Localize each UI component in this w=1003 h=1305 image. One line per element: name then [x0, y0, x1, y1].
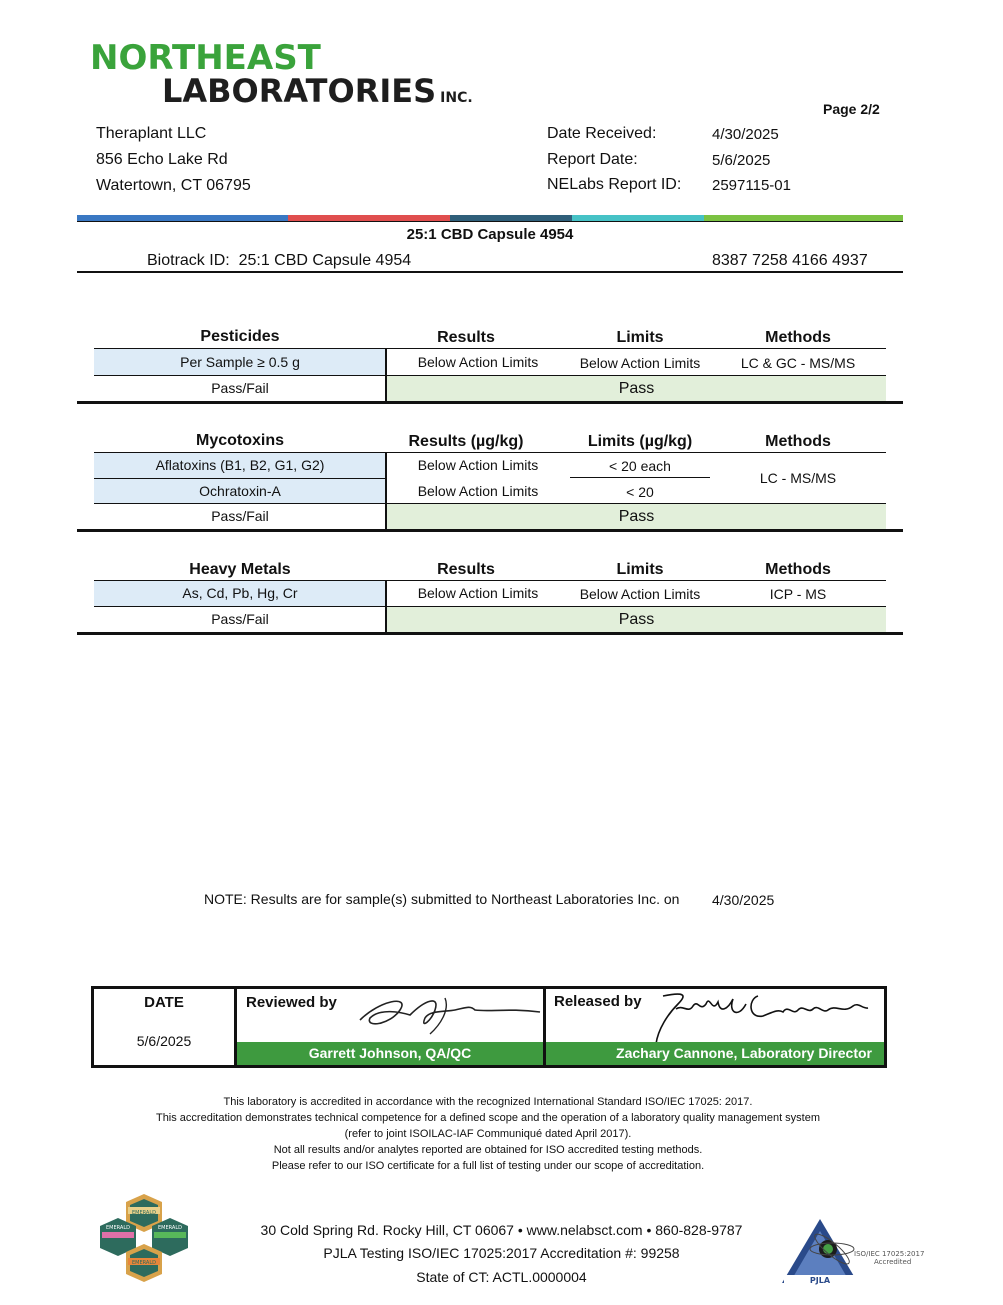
pesticides-passfail: Pass [387, 376, 886, 401]
rule [77, 401, 903, 404]
heavy-metals-passfail-label: Pass/Fail [211, 611, 269, 627]
rule [77, 221, 903, 222]
pesticides-methods-header: Methods [765, 329, 831, 346]
releaser-signature [648, 984, 873, 1050]
note-date: 4/30/2025 [712, 892, 775, 908]
heavy-metals-results-header: Results [437, 561, 495, 578]
heavy-metals-result: Below Action Limits [417, 585, 539, 601]
heavy-metals-passfail: Pass [387, 607, 886, 632]
divider [385, 581, 387, 632]
pesticides-results-header: Results [437, 329, 495, 346]
heavy-metals-methods-header: Methods [765, 561, 831, 578]
report-id-label: NELabs Report ID: [547, 176, 682, 193]
mycotoxins-method: LC - MS/MS [759, 470, 837, 486]
heavy-metals-method: ICP - MS [769, 586, 827, 602]
biotrack-id: 8387 7258 4166 4937 [712, 252, 868, 269]
mycotoxins-passfail: Pass [387, 504, 886, 529]
signoff-date: 5/6/2025 [136, 1033, 192, 1049]
pesticides-passfail-label: Pass/Fail [211, 380, 269, 396]
pjla-label: PJLA [809, 1276, 831, 1285]
note-text: NOTE: Results are for sample(s) submitted to Northeast Laboratories Inc. on [204, 891, 680, 907]
releaser-name: Zachary Cannone, Laboratory Director [546, 1042, 884, 1065]
logo-laboratories [162, 72, 473, 110]
report-date-value: 5/6/2025 [712, 152, 771, 169]
date-received-label: Date Received: [547, 125, 657, 142]
pesticides-limits-header: Limits [616, 329, 664, 346]
report-id-value: 2597115-01 [712, 177, 791, 194]
client-name: Theraplant LLC [96, 125, 207, 142]
divider [385, 453, 387, 529]
date-received-value: 4/30/2025 [712, 126, 779, 143]
mycotoxins-results-header: Results (µg/kg) [408, 433, 524, 450]
logo-inc: INC. [440, 90, 473, 106]
client-street: 856 Echo Lake Rd [96, 151, 228, 168]
mycotoxins-result: Below Action Limits [417, 457, 539, 473]
rule [77, 271, 903, 273]
footer-accreditation: PJLA Testing ISO/IEC 17025:2017 Accreditation #: 99258 [323, 1245, 680, 1261]
mycotoxins-limit: < 20 each [609, 458, 671, 474]
page-number: Page 2/2 [823, 101, 880, 117]
footer-state-license: State of CT: ACTL.0000004 [416, 1269, 587, 1285]
mycotoxins-passfail-label: Pass/Fail [211, 508, 269, 524]
mycotoxins-limits-header: Limits (µg/kg) [587, 433, 693, 450]
pesticides-method: LC & GC - MS/MS [740, 355, 856, 371]
mycotoxins-limit: < 20 [626, 484, 654, 500]
reviewed-by-label: Reviewed by [246, 994, 337, 1011]
emerald-badge-label: EMERALD [106, 1225, 130, 1231]
divider [385, 349, 387, 401]
biotrack-label-text: Biotrack ID: [147, 252, 230, 269]
client-city: Watertown, CT 06795 [96, 177, 251, 194]
rule [570, 477, 710, 478]
pesticides-limit: Below Action Limits [579, 355, 701, 371]
mycotoxins-analyte: Ochratoxin-A [94, 479, 386, 503]
accreditation-text [100, 1094, 876, 1174]
heavy-metals-limit: Below Action Limits [579, 586, 701, 602]
biotrack-label [147, 252, 411, 270]
emerald-badge-label: EMERALD [132, 1210, 156, 1216]
pesticides-result: Below Action Limits [417, 354, 539, 370]
released-by-label: Released by [554, 993, 642, 1010]
emerald-badge-label: EMERALD [158, 1225, 182, 1231]
reviewer-name: Garrett Johnson, QA/QC [237, 1042, 543, 1065]
mycotoxins-title: Mycotoxins [195, 432, 284, 449]
mycotoxins-methods-header: Methods [765, 433, 831, 450]
accreditation-line: Not all results and/or analytes reported are obtained for ISO accredited testing methods. [273, 1144, 703, 1156]
pesticides-analyte: Per Sample ≥ 0.5 g [94, 349, 386, 375]
mycotoxins-result: Below Action Limits [417, 483, 539, 499]
pesticides-title: Pesticides [200, 328, 280, 345]
accreditation-line: This laboratory is accredited in accordance with the recognized International Standard ISO/IEC 17025: 2017. [223, 1096, 753, 1108]
accreditation-line: This accreditation demonstrates technical competence for a defined scope and the operation of a laboratory quality management system [155, 1112, 821, 1124]
product-title: 25:1 CBD Capsule 4954 [406, 226, 574, 243]
rule [77, 632, 903, 635]
rule [77, 529, 903, 532]
heavy-metals-analyte: As, Cd, Pb, Hg, Cr [94, 581, 386, 606]
footer-contact: 30 Cold Spring Rd. Rocky Hill, CT 06067 • www.nelabsct.com • 860-828-9787 [260, 1222, 743, 1238]
biotrack-product: 25:1 CBD Capsule 4954 [238, 252, 412, 269]
pjla-logo [780, 1215, 932, 1287]
heavy-metals-title: Heavy Metals [189, 561, 291, 578]
accreditation-line: Please refer to our ISO certificate for a full list of testing under our scope of accreditation. [271, 1160, 705, 1172]
accreditation-line: (refer to joint ISOILAC-IAF Communiqué dated April 2017). [344, 1128, 632, 1140]
signoff-date-label: DATE [144, 994, 184, 1011]
logo-northeast: NORTHEAST [90, 38, 321, 78]
logo-laboratories-text: LABORATORIES [162, 72, 437, 110]
reviewer-signature [350, 990, 545, 1038]
pjla-iso-text: ISO/IEC 17025:2017 [854, 1250, 925, 1258]
pjla-accredited-text: Accredited [874, 1258, 912, 1266]
mycotoxins-analyte: Aflatoxins (B1, B2, G1, G2) [94, 453, 386, 478]
report-date-label: Report Date: [547, 151, 638, 168]
heavy-metals-limits-header: Limits [616, 561, 664, 578]
emerald-badge-label: EMERALD [132, 1260, 156, 1266]
